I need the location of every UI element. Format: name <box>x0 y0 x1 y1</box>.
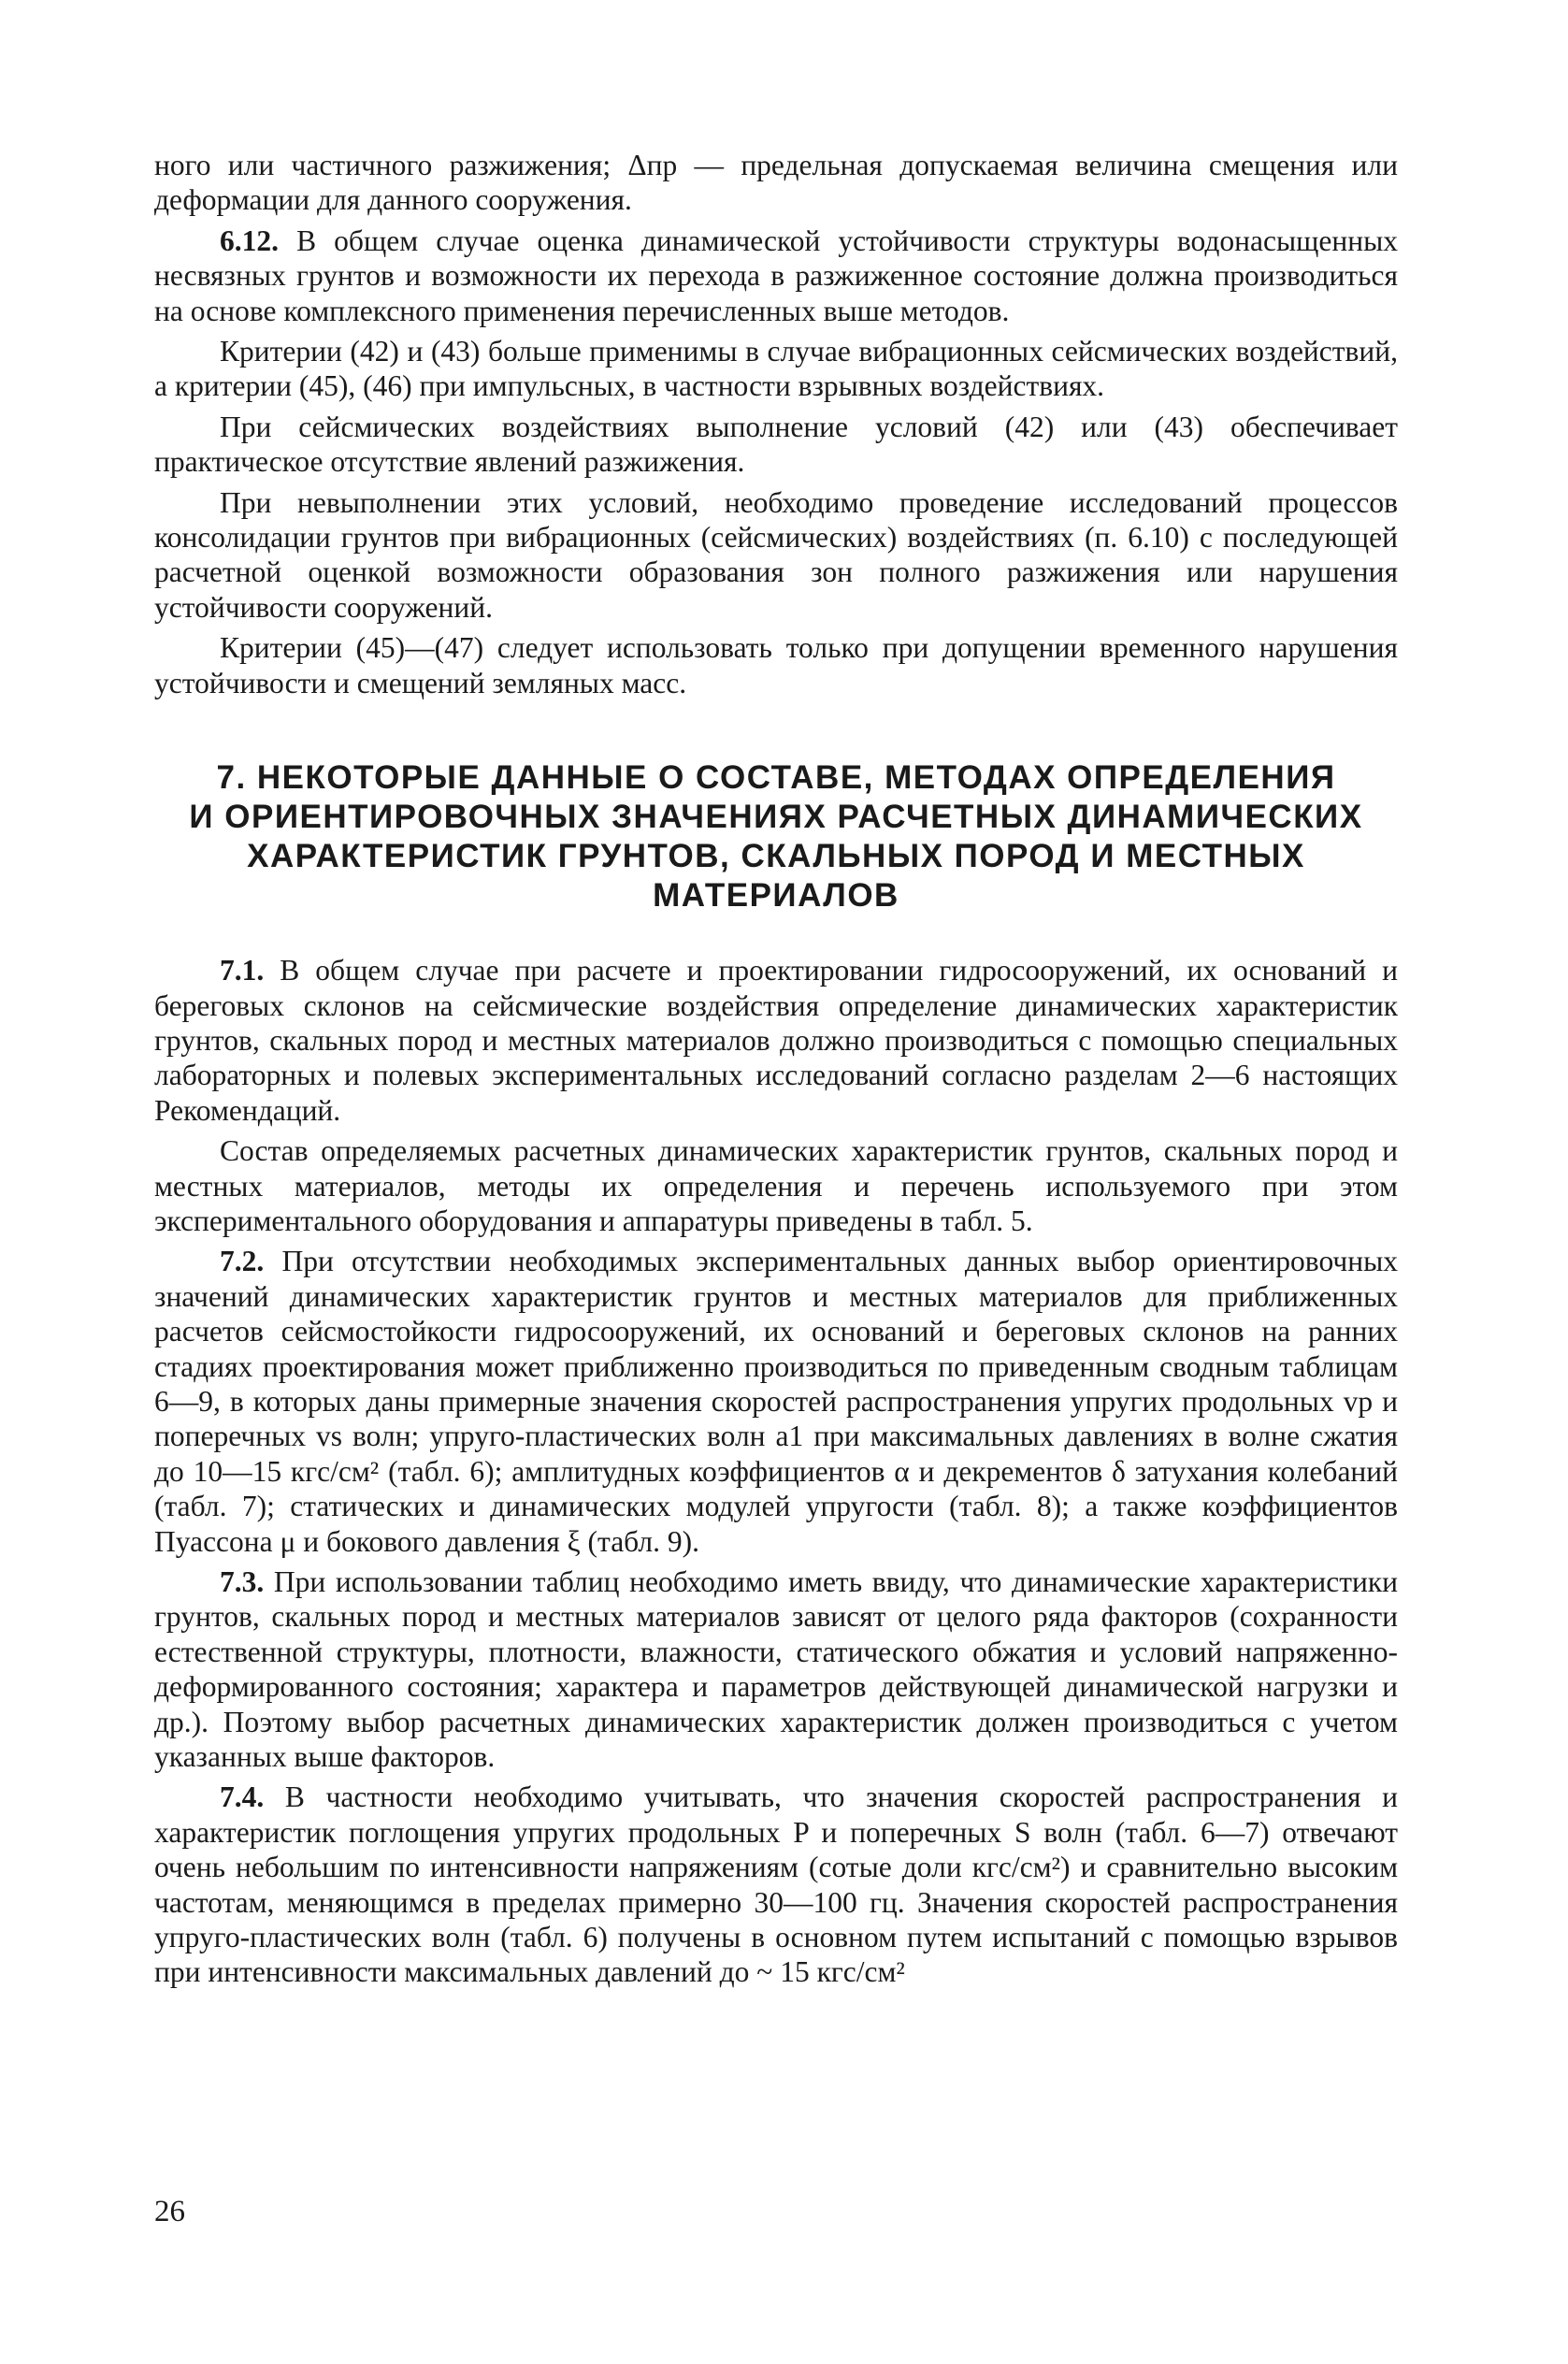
paragraph-7-1: 7.1. В общем случае при расчете и проектировании гидросооружений, их оснований и береговых склонов на сейсмические воздействия определение динамических характеристик грунтов, скальных пород и местных материалов должно производиться с помощью специальных лабораторных и полевых экспериментальных исследований согласно разделам 2—6 настоящих Рекомендаций. <box>154 954 1398 1127</box>
paragraph-composition: Состав определяемых расчетных динамических характеристик грунтов, скальных пород и местных материалов, методы их определения и перечень используемого при этом экспериментального оборудования и аппаратуры приведены в табл. 5. <box>154 1134 1398 1237</box>
paragraph-7-3: 7.3. При использовании таблиц необходимо иметь ввиду, что динамические характеристики грунтов, скальных пород и местных материалов зависят от целого ряда факторов (сохранности естественной структуры, плотности, влажности, статического обжатия и условий напряженно-деформированного состояния; характера и параметров действующей динамической нагрузки и др.). Поэтому выбор расчетных динамических характеристик должен производиться с учетом указанных выше факторов. <box>154 1565 1398 1774</box>
heading-line: МАТЕРИАЛОВ <box>653 877 899 915</box>
paragraph-7-2: 7.2. При отсутствии необходимых экспериментальных данных выбор ориентировочных значений динамических характеристик грунтов и местных материалов для приближенных расчетов сейсмостойкости гидросооружений, их оснований и береговых склонов на ранних стадиях проектирования может приближенно производиться по приведенным сводным таблицам 6—9, в которых даны примерные значения скоростей распространения упругих продольных vp и поперечных vs волн; упруго-пластических волн a1 при максимальных давлениях в волне сжатия до 10—15 кгс/см² (табл. 6); амплитудных коэффициентов α и декрементов δ затухания колебаний (табл. 7); статических и динамических модулей упругости (табл. 8); а также коэффициентов Пуассона μ и бокового давления ξ (табл. 9). <box>154 1245 1398 1558</box>
clause-number: 6.12. <box>220 223 279 257</box>
paragraph-criteria-45-47: Критерии (45)—(47) следует использовать только при допущении временного нарушения устойчивости и смещений земляных масс. <box>154 631 1398 699</box>
clause-number: 7.4. <box>220 1780 265 1814</box>
clause-number: 7.2. <box>220 1245 265 1278</box>
heading-line: И ОРИЕНТИРОВОЧНЫХ ЗНАЧЕНИЯХ РАСЧЕТНЫХ ДИНАМИЧЕСКИХ <box>189 799 1363 836</box>
paragraph-7-4: 7.4. В частности необходимо учитывать, что значения скоростей распространения и характеристик поглощения упругих продольных P и поперечных S волн (табл. 6—7) отвечают очень небольшим по интенсивности напряжениям (сотые доли кгс/см²) и сравнительно высоким частотам, меняющимся в пределах примерно 30—100 гц. Значения скоростей распространения упруго-пластических волн (табл. 6) получены в основном путем испытаний с помощью взрывов при интенсивности максимальных давлений до ~ 15 кгс/см² <box>154 1780 1398 1989</box>
paragraph-consolidation: При невыполнении этих условий, необходимо проведение исследований процессов консолидации грунтов при вибрационных (сейсмических) воздействиях (п. 6.10) с последующей расчетной оценкой возможности образования зон полного разжижения или нарушения устойчивости сооружений. <box>154 485 1398 624</box>
heading-line: ХАРАКТЕРИСТИК ГРУНТОВ, СКАЛЬНЫХ ПОРОД И МЕСТНЫХ <box>247 838 1305 875</box>
paragraph-criteria-42-43: Критерии (42) и (43) больше применимы в случае вибрационных сейсмических воздействий, а критерии (45), (46) при импульсных, в частности взрывных воздействиях. <box>154 335 1398 403</box>
paragraph-continuation: ного или частичного разжижения; Δпр — предельная допускаемая величина смещения или деформации для данного сооружения. <box>154 149 1398 217</box>
clause-number: 7.1. <box>220 954 265 987</box>
paragraph-seismic-effects: При сейсмических воздействиях выполнение условий (42) или (43) обеспечивает практическое отсутствие явлений разжижения. <box>154 410 1398 479</box>
clause-number: 7.3. <box>220 1565 265 1598</box>
document-page <box>154 148 1398 1990</box>
heading-line: 7. НЕКОТОРЫЕ ДАННЫЕ О СОСТАВЕ, МЕТОДАХ ОПРЕДЕЛЕНИЯ <box>216 759 1336 797</box>
page-number: 26 <box>154 2195 185 2228</box>
section-heading <box>154 758 1398 915</box>
paragraph-6-12: 6.12. В общем случае оценка динамической устойчивости структуры водонасыщенных несвязных грунтов и возможности их перехода в разжиженное состояние должна производиться на основе комплексного применения перечисленных выше методов. <box>154 223 1398 327</box>
